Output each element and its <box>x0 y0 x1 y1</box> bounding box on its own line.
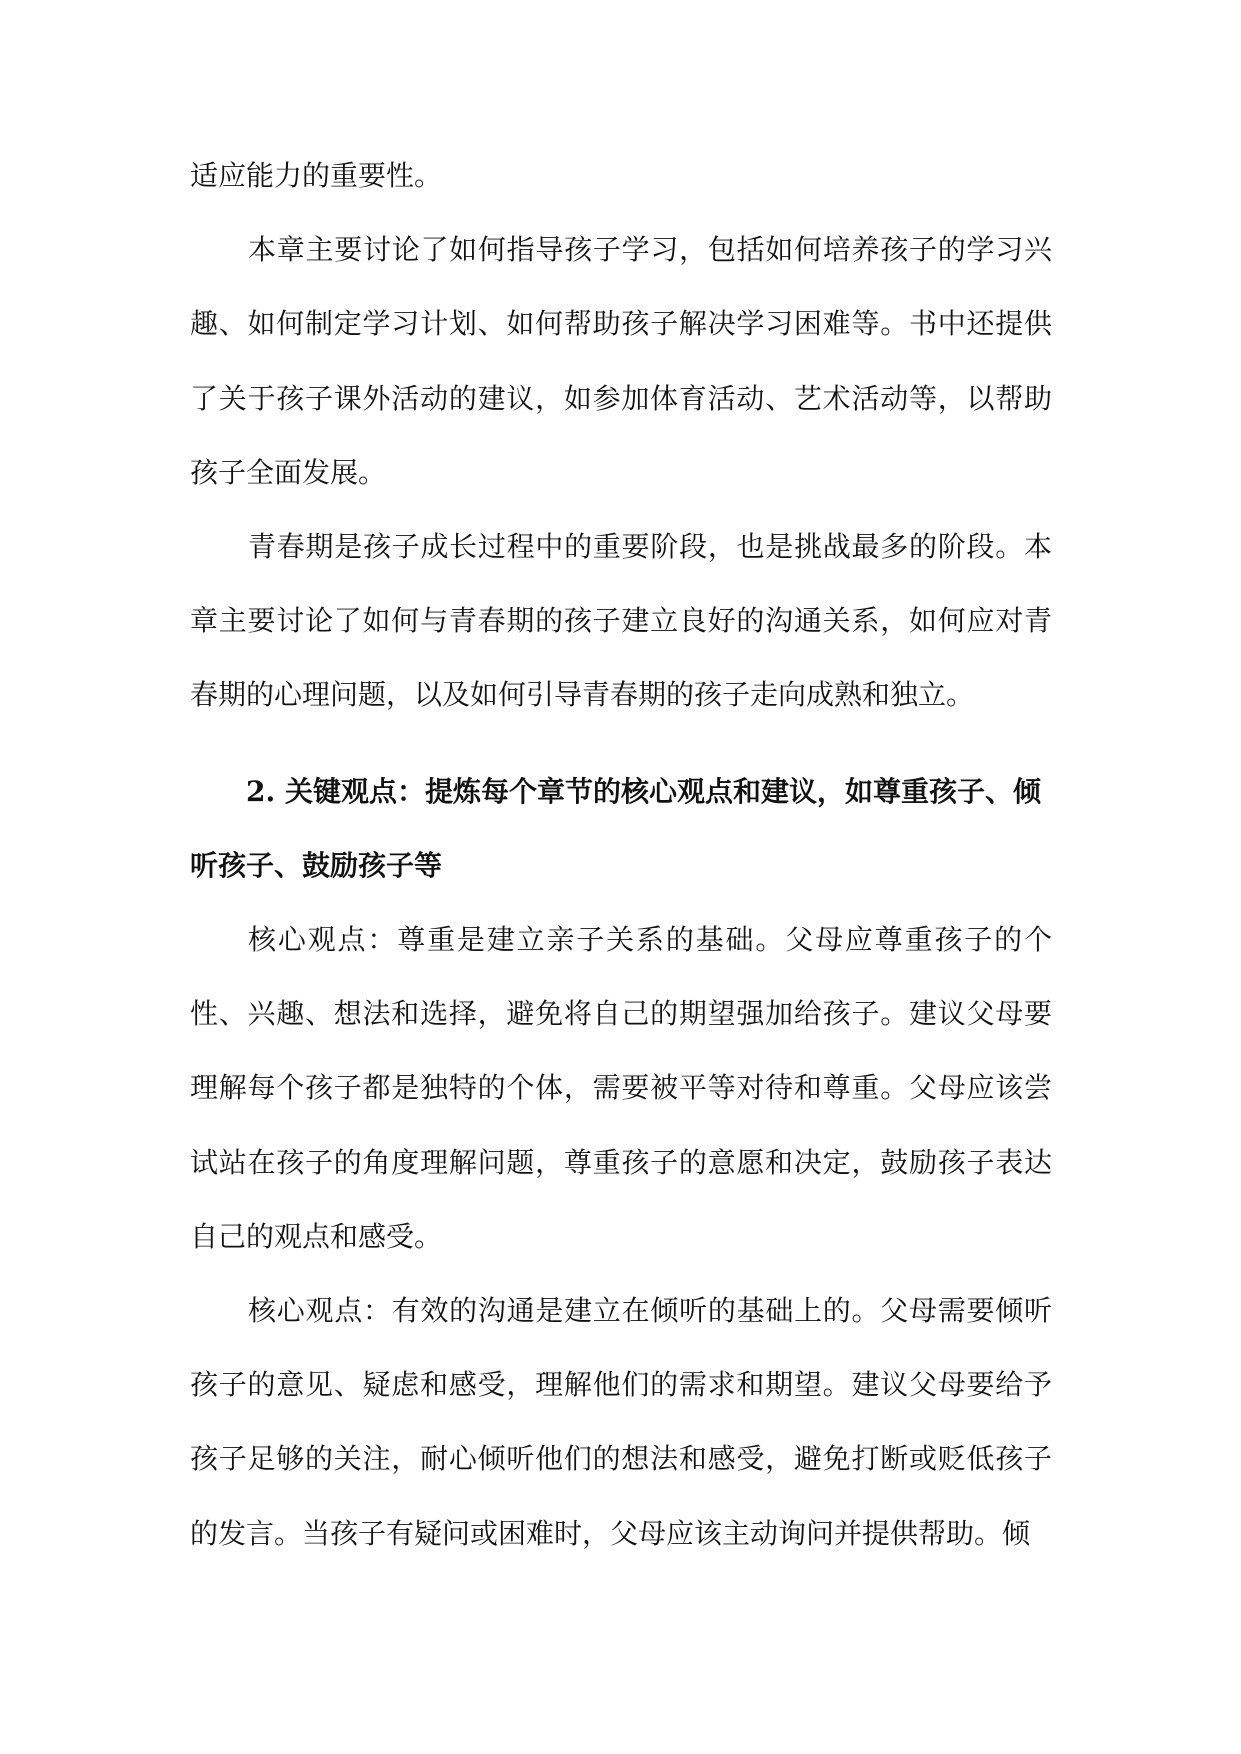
section-heading: 2. 关键观点：提炼每个章节的核心观点和建议，如尊重孩子、倾听孩子、鼓励孩子等 <box>190 774 1041 882</box>
paragraph-respect: 核心观点：尊重是建立亲子关系的基础。父母应尊重孩子的个性、兴趣、想法和选择，避免将自己的期望强加给孩子。建议父母要理解每个孩子都是独特的个体，需要被平等对待和尊重。父母应该尝试站在孩子的角度理解问题，尊重孩子的意愿和决定，鼓励孩子表达自己的观点和感受。 <box>190 923 1052 1253</box>
paragraph-continuation: 适应能力的重要性。 <box>190 159 443 192</box>
paragraph-listening: 核心观点：有效的沟通是建立在倾听的基础上的。父母需要倾听孩子的意见、疑虑和感受，理解他们的需求和期望。建议父母要给予孩子足够的关注，耐心倾听他们的想法和感受，避免打断或贬低孩子的发言。当孩子有疑问或困难时，父母应该主动询问并提供帮助。倾 <box>190 1294 1052 1550</box>
paragraph-adolescence: 青春期是孩子成长过程中的重要阶段，也是挑战最多的阶段。本章主要讨论了如何与青春期的孩子建立良好的沟通关系，如何应对青春期的心理问题，以及如何引导青春期的孩子走向成熟和独立。 <box>190 530 1052 712</box>
document-body <box>190 139 1052 1571</box>
paragraph-learning-guidance: 本章主要讨论了如何指导孩子学习，包括如何培养孩子的学习兴趣、如何制定学习计划、如何帮助孩子解决学习困难等。书中还提供了关于孩子课外活动的建议，如参加体育活动、艺术活动等，以帮助孩子全面发展。 <box>190 233 1052 489</box>
